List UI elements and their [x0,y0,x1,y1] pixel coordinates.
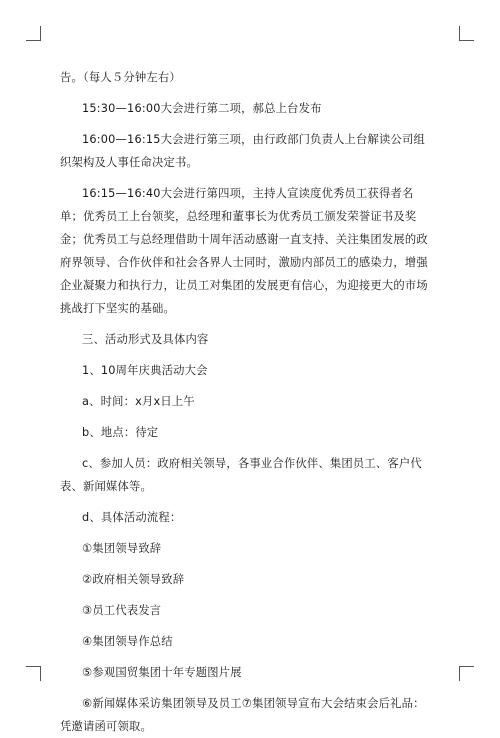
paragraph-fee-note: 告。（每人５分钟左右） [60,71,181,84]
crop-mark-top-left-v [40,26,41,41]
document-body [60,66,436,738]
process-step-6-7: ⑥新闻媒体采访集团领导及员工⑦集团领导宣布大会结束会后礼品：凭邀请函可领取。 [60,697,425,733]
paragraph-item-4: 16:15—16:40大会进行第四项，主持人宣读度优秀员工获得者名单；优秀员工上台领奖，总经理和董事长为优秀员工颁发荣誉证书及奖金；优秀员工与总经理借助十周年活动感谢一直支持、关注集团发展的政府界领导、合作伙伴和社会各界人士同时，激励内部员工的感染力，增强企业凝聚力和执行力，让员工对集团的发展更有信心，为迎接更大的市场挑战打下坚实的基础。 [60,187,428,315]
crop-mark-top-right-v [459,26,460,41]
paragraph-item-3: 16:00—16:15大会进行第三项，由行政部门负责人上台解读公司组织架构及人事任命决定书。 [60,133,426,169]
process-step-4: ④集团领导作总结 [82,635,173,648]
crop-mark-bottom-right-h [459,666,474,667]
detail-time: a、时间：x月x日上午 [82,395,195,408]
crop-mark-top-right-h [459,40,474,41]
detail-attendees: c、参加人员：政府相关领导，各事业合作伙伴、集团员工、客户代表、新闻媒体等。 [60,457,422,493]
process-step-2: ②政府相关领导致辞 [82,573,185,586]
crop-mark-top-left-h [26,40,41,41]
process-step-5: ⑤参观国贸集团十年专题图片展 [82,666,242,679]
crop-mark-bottom-left-v [40,666,41,681]
crop-mark-bottom-right-v [459,666,460,681]
detail-process-heading: d、具体活动流程： [82,511,182,524]
paragraph-item-2: 15:30—16:00大会进行第二项，郝总上台发布 [82,102,322,115]
crop-mark-bottom-left-h [26,666,41,667]
detail-location: b、地点：待定 [82,426,159,439]
process-step-1: ①集团领导致辞 [82,542,162,555]
process-step-3: ③员工代表发言 [82,604,162,617]
subsection-heading: 1、10周年庆典活动大会 [82,364,208,377]
section-heading: 三、活动形式及具体内容 [82,333,209,346]
